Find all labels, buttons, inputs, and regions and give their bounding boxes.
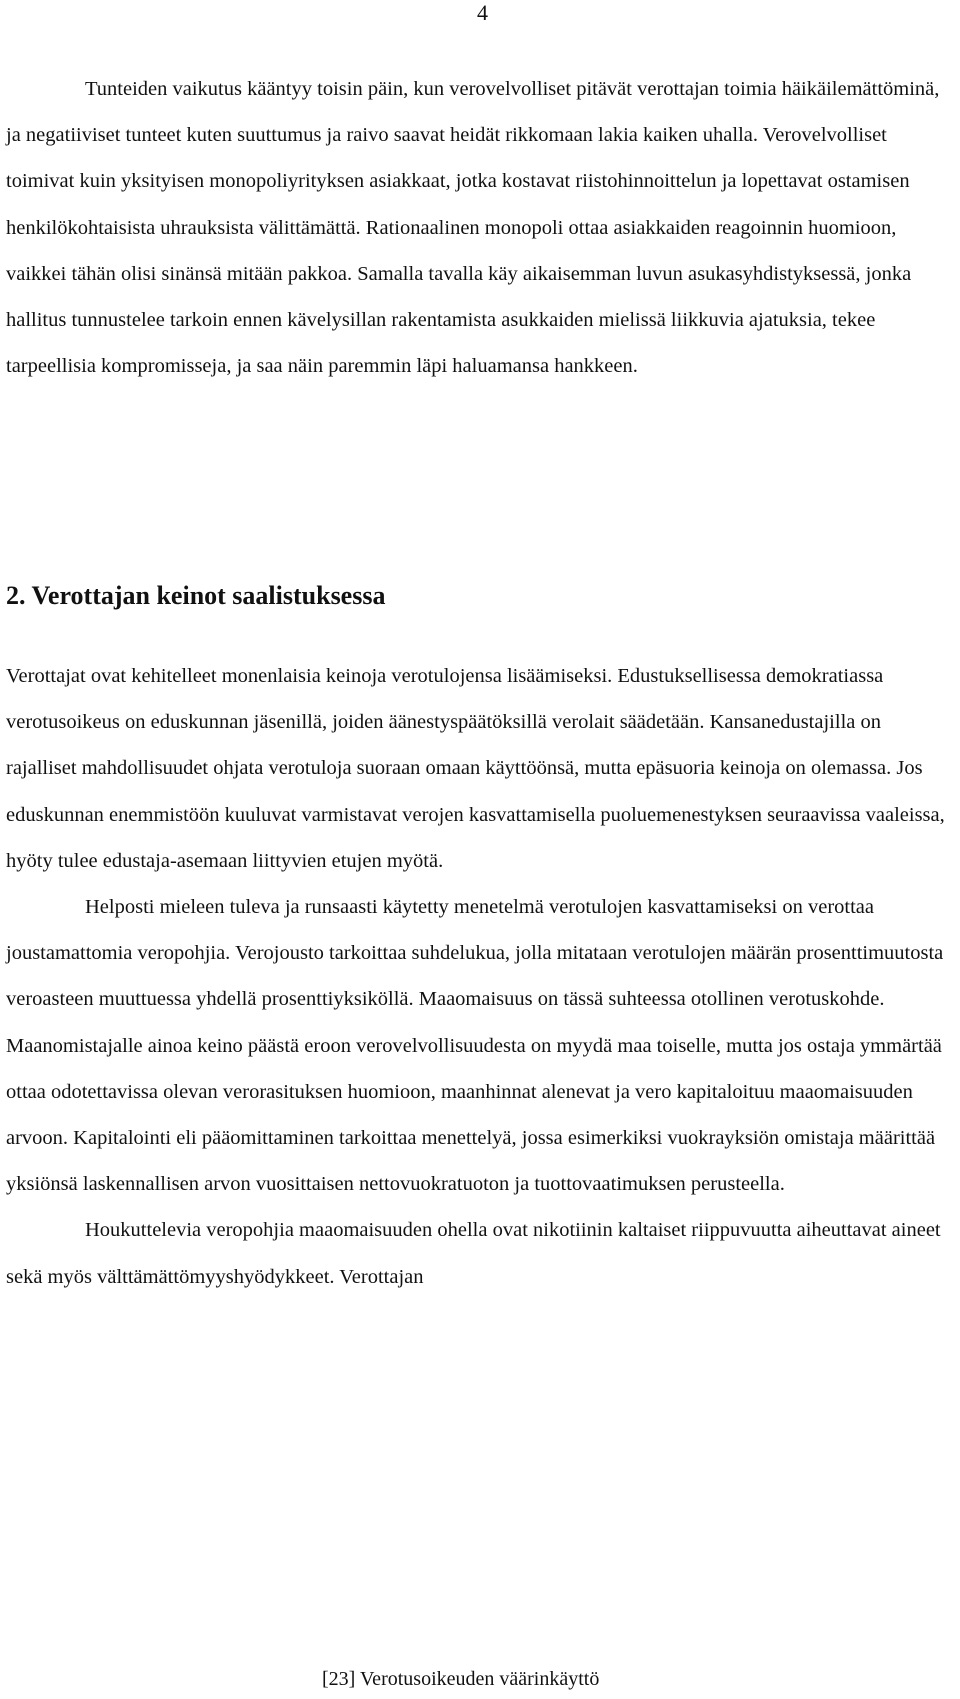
paragraph: Helposti mieleen tuleva ja runsaasti käytetty menetelmä verotulojen kasvattamiseksi on verottaa joustamattomia veropohjia. Verojousto tarkoittaa suhdelukua, jolla mitataan verotulojen määrän prosenttimuutosta veroasteen muuttuessa yhdellä prosenttiyksiköllä. Maaomaisuus on tässä suhteessa otollinen verotuskohde. Maanomistajalle ainoa keino päästä eroon verovelvollisuudesta on myydä maa toiselle, mutta jos ostaja ymmärtää ottaa odotettavissa olevan verorasituksen huomioon, maanhinnat alenevat ja vero kapitaloituu maaomaisuuden arvoon. Kapitalointi eli pääomittaminen tarkoittaa menettelyä, jossa esimerkiksi vuokrayksiön omistaja määrittää yksiönsä laskennallisen arvon vuosittaisen nettovuokratuoton ja tuottovaatimuksen perusteella.: [6, 896, 944, 1196]
page-number: 4: [477, 0, 488, 25]
section-heading: 2. Verottajan keinot saalistuksessa: [6, 581, 386, 610]
paragraph: Houkuttelevia veropohjia maaomaisuuden ohella ovat nikotiinin kaltaiset riippuvuutta aiheuttavat aineet sekä myös välttämättömyyshyödykkeet. Verottajan: [6, 1219, 941, 1288]
body-text-section-1: [6, 66, 950, 389]
paragraph: Verottajat ovat kehitelleet monenlaisia keinoja verotulojensa lisäämiseksi. Edustuksellisessa demokratiassa verotusoikeus on eduskunnan jäsenillä, joiden äänestyspäätöksillä verolait säädetään. Kansanedustajilla on rajalliset mahdollisuudet ohjata verotuloja suoraan omaan käyttöönsä, mutta epäsuoria keinoja on olemassa. Jos eduskunnan enemmistöön kuuluvat varmistavat verojen kasvattamisella puoluemenestyksen seuraavissa vaaleissa, hyöty tulee edustaja-asemaan liittyvien etujen myötä.: [6, 665, 945, 872]
page-footer: [23] Verotusoikeuden väärinkäyttö: [322, 1668, 600, 1690]
paragraph: Tunteiden vaikutus kääntyy toisin päin, kun verovelvolliset pitävät verottajan toimia häikäilemättöminä, ja negatiiviset tunteet kuten suuttumus ja raivo saavat heidät rikkomaan lakia kaiken uhalla. Verovelvolliset toimivat kuin yksityisen monopoliyrityksen asiakkaat, jotka kostavat riistohinnoittelun ja lopettavat ostamisen henkilökohtaisista uhrauksista välittämättä. Rationaalinen monopoli ottaa asiakkaiden reagoinnin huomioon, vaikkei tähän olisi sinänsä mitään pakkoa. Samalla tavalla käy aikaisemman luvun asukasyhdistyksessä, jonka hallitus tunnustelee tarkoin ennen kävelysillan rakentamista asukkaiden mielissä liikkuvia ajatuksia, tekee tarpeellisia kompromisseja, ja saa näin paremmin läpi haluamansa hankkeen.: [6, 78, 940, 378]
body-text-section-2: [6, 653, 950, 1300]
